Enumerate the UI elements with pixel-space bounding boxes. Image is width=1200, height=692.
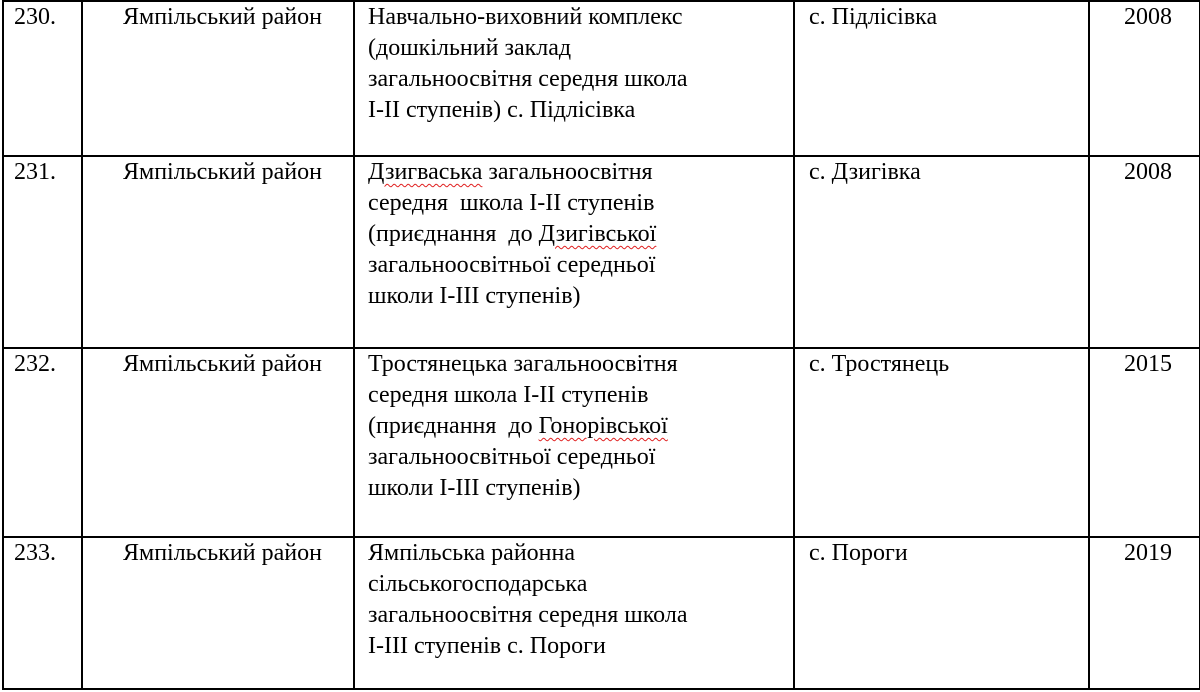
name-text: Ямпільська районна <box>368 540 576 566</box>
name-text: (дошкільний заклад <box>368 35 572 61</box>
name-line <box>368 380 793 411</box>
name-line <box>368 188 793 219</box>
name-text: загальноосвітньої середньої <box>368 444 656 470</box>
name-text: середня школа І-ІІ ступенів <box>368 190 655 216</box>
row-number-cell: 230. <box>3 1 82 156</box>
name-line <box>368 569 793 600</box>
village-cell: с. Тростянець <box>794 348 1089 537</box>
spellcheck-flagged-word: Гонорівської <box>538 413 668 439</box>
table-body <box>3 1 1200 689</box>
name-line <box>368 411 793 442</box>
name-text: Тростянецька загальноосвітня <box>368 351 678 377</box>
row-number-cell: 233. <box>3 537 82 689</box>
village-cell: с. Дзигівка <box>794 156 1089 348</box>
name-text: школи І-ІІІ ступенів) <box>368 283 581 309</box>
name-line <box>368 250 793 281</box>
row-number-cell: 232. <box>3 348 82 537</box>
name-text: (приєднання до <box>368 221 539 247</box>
spellcheck-flagged-word: Дзигваська <box>368 159 483 185</box>
row-number-cell: 231. <box>3 156 82 348</box>
year-cell: 2015 <box>1089 348 1200 537</box>
name-text: Навчально-виховний комплекс <box>368 4 683 30</box>
institution-name-cell <box>354 537 794 689</box>
name-text: загальноосвітня середня школа <box>368 602 688 628</box>
name-text: загальноосвітня середня школа <box>368 66 688 92</box>
name-text: І-ІІ ступенів) с. Підлісівка <box>368 97 636 123</box>
village-cell: с. Пороги <box>794 537 1089 689</box>
spellcheck-flagged-word: Дзигівської <box>538 221 657 247</box>
institution-name-cell <box>354 348 794 537</box>
table-row <box>3 348 1200 537</box>
name-line <box>368 473 793 504</box>
table-row <box>3 537 1200 689</box>
name-line <box>368 442 793 473</box>
name-text: загальноосвітня <box>482 159 653 185</box>
name-line <box>368 538 793 569</box>
name-line <box>368 349 793 380</box>
year-cell: 2008 <box>1089 156 1200 348</box>
name-text: І-ІІІ ступенів с. Пороги <box>368 633 606 659</box>
table-row <box>3 1 1200 156</box>
name-text: школи І-ІІІ ступенів) <box>368 475 581 501</box>
year-cell: 2019 <box>1089 537 1200 689</box>
name-line <box>368 2 793 33</box>
name-line <box>368 281 793 312</box>
name-line <box>368 600 793 631</box>
name-text: сільськогосподарська <box>368 571 588 597</box>
table-row <box>3 156 1200 348</box>
name-line <box>368 33 793 64</box>
name-text: середня школа І-ІІ ступенів <box>368 382 649 408</box>
name-text: загальноосвітньої середньої <box>368 252 656 278</box>
name-text: (приєднання до <box>368 413 539 439</box>
institution-name-cell <box>354 156 794 348</box>
district-cell: Ямпільський район <box>82 1 354 156</box>
district-cell: Ямпільський район <box>82 348 354 537</box>
school-registry-table <box>2 0 1200 690</box>
name-line <box>368 95 793 126</box>
village-cell: с. Підлісівка <box>794 1 1089 156</box>
name-line <box>368 157 793 188</box>
name-line <box>368 219 793 250</box>
year-cell: 2008 <box>1089 1 1200 156</box>
name-line <box>368 631 793 662</box>
institution-name-cell <box>354 1 794 156</box>
name-line <box>368 64 793 95</box>
district-cell: Ямпільський район <box>82 156 354 348</box>
district-cell: Ямпільський район <box>82 537 354 689</box>
